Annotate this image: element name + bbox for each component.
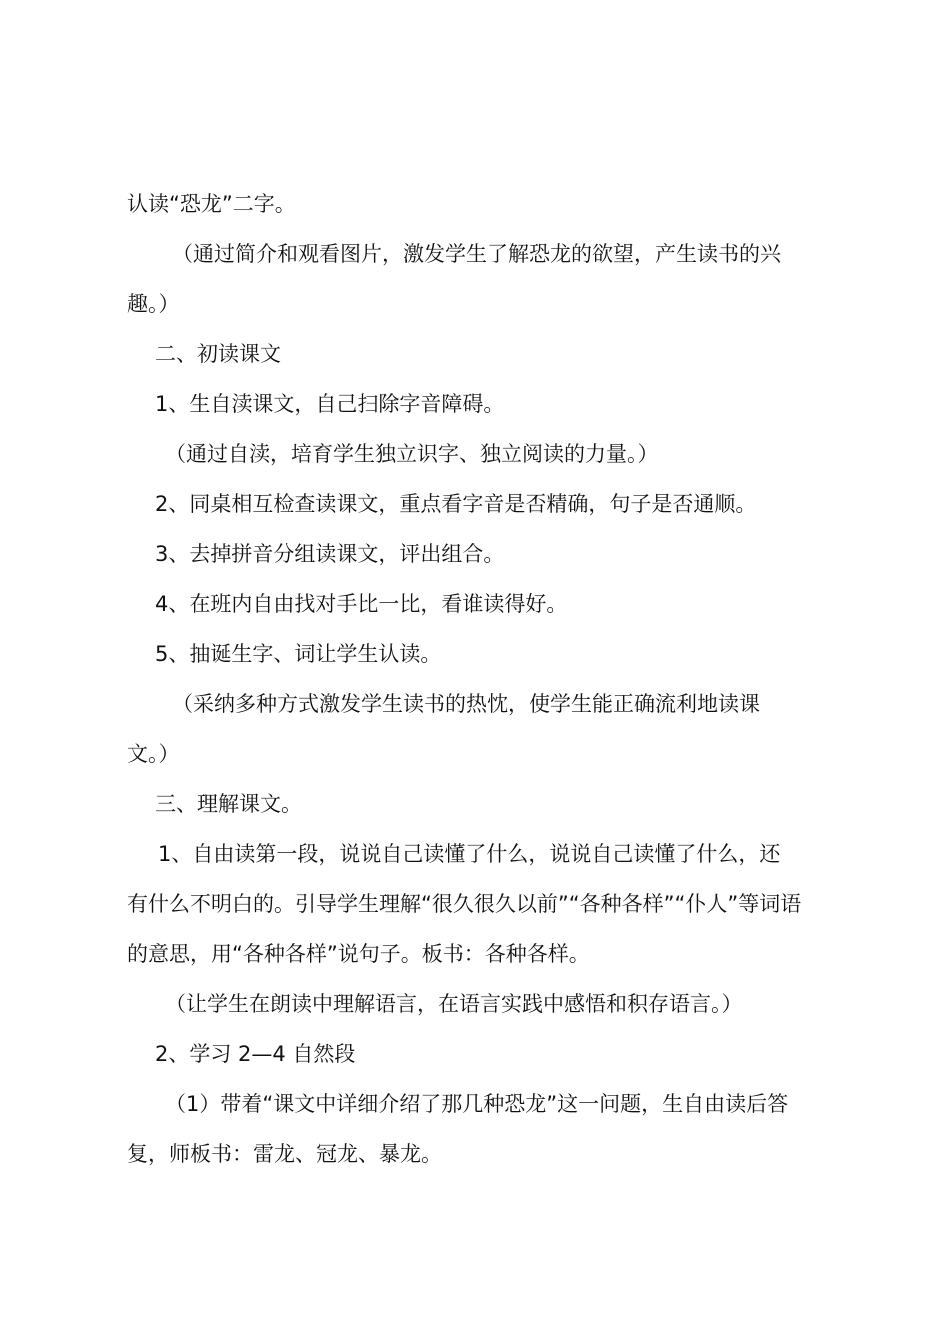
text-line: （通过简介和观看图片，激发学生了解恐龙的欲望，产生读书的兴	[172, 242, 781, 266]
text-line: 复，师板书：雷龙、冠龙、暴龙。	[127, 1142, 442, 1166]
text-line: 的意思，用“各种各样”说句子。板书：各种各样。	[127, 942, 590, 966]
text-line: （通过自渎，培育学生独立识字、独立阅读的力量。）	[165, 442, 659, 466]
text-line: （让学生在朗读中理解语言，在语言实践中感悟和积存语言。）	[165, 992, 743, 1016]
list-item: 2、同桌相互检查读课文，重点看字音是否精确，句子是否通顺。	[155, 492, 757, 516]
section-heading: 三、理解课文。	[155, 792, 302, 816]
text-line: 趣。）	[127, 292, 180, 316]
list-item: 2、学习 2—4 自然段	[155, 1042, 356, 1066]
text-line: （采纳多种方式激发学生读书的热忱，使学生能正确流利地读课	[172, 692, 760, 716]
text-line: 认读“恐龙”二字。	[127, 192, 296, 216]
text-line: 有什么不明白的。引导学生理解“很久很久以前”“各种各样”“仆人”等词语	[127, 892, 802, 916]
list-item: 1、自由读第一段，说说自己读懂了什么，说说自己读懂了什么，还	[158, 842, 781, 866]
section-heading: 二、初读课文	[155, 342, 281, 366]
list-item: 3、去掉拼音分组读课文，评出组合。	[155, 542, 505, 566]
list-item: 4、在班内自由找对手比一比，看谁读得好。	[155, 592, 568, 616]
list-item: 1、生自渎课文，自己扫除字音障碍。	[155, 392, 505, 416]
list-item: （1）带着“课文中详细介绍了那几种恐龙”这一问题，生自由读后答	[165, 1092, 789, 1116]
list-item: 5、抽诞生字、词让学生认读。	[155, 642, 442, 666]
text-line: 文。）	[127, 742, 180, 766]
